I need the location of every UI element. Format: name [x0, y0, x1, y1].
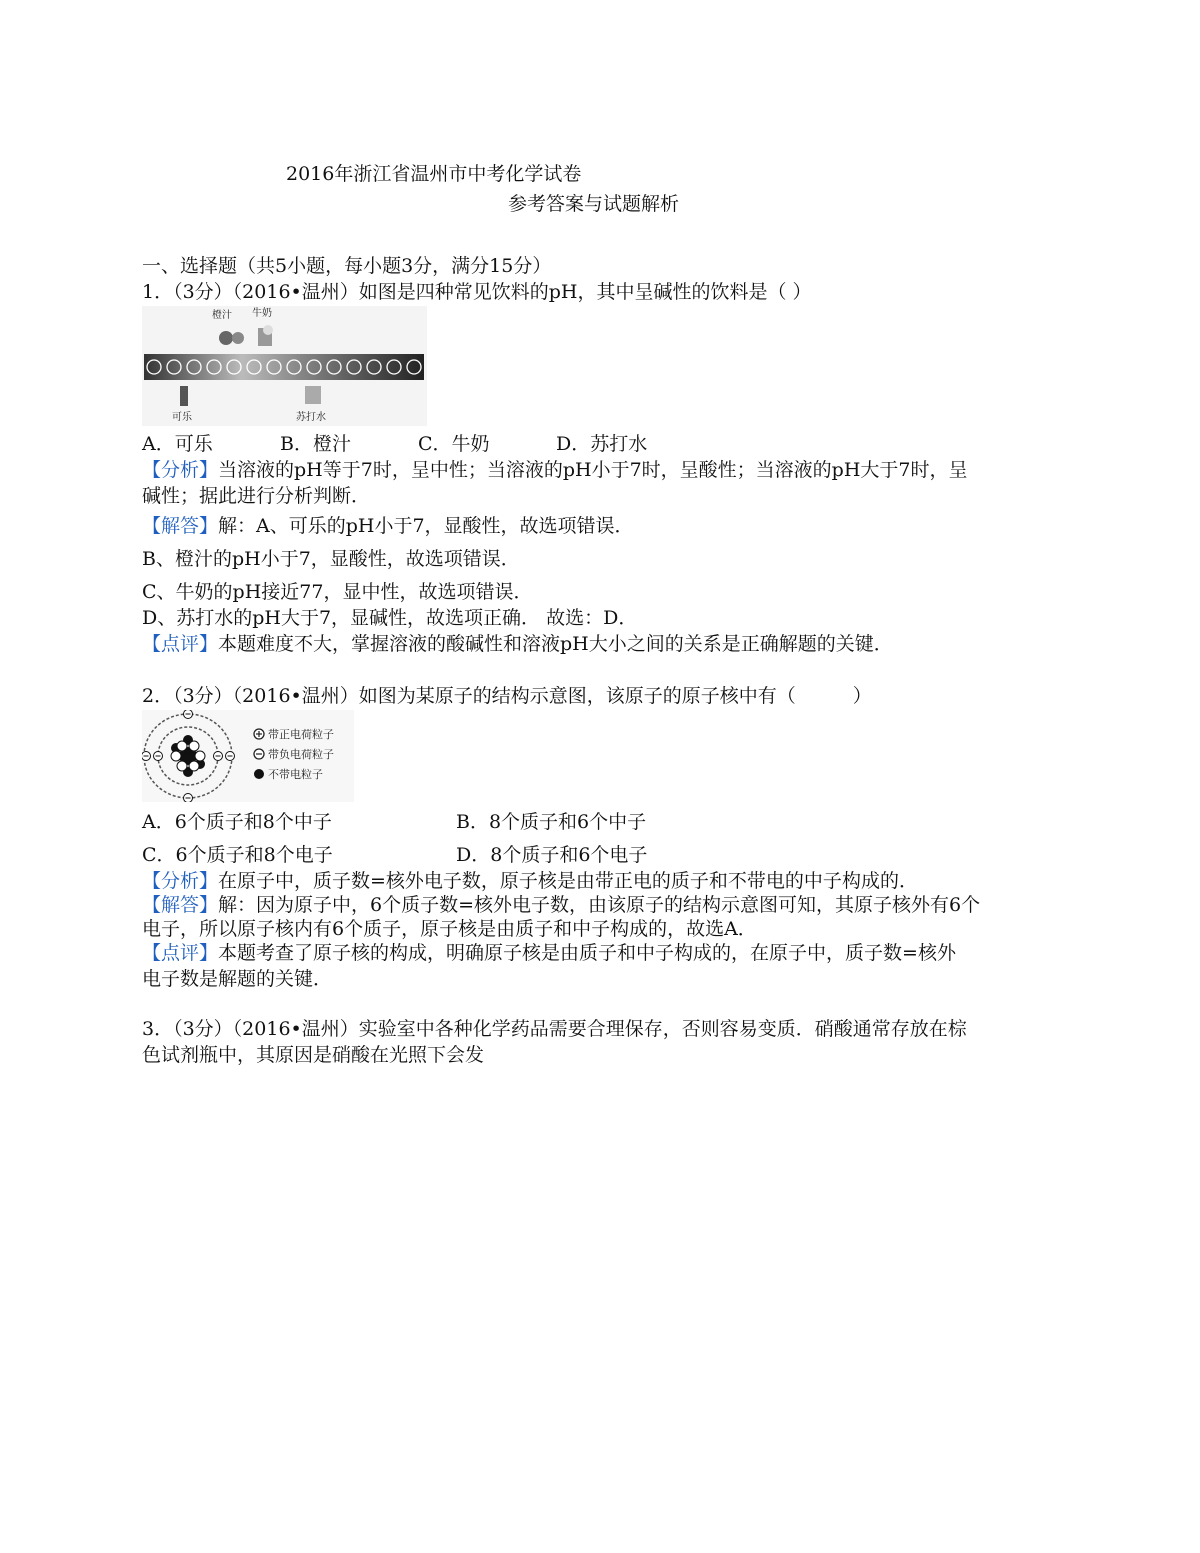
q1-ph-figure [142, 306, 427, 426]
comment-tag: 【点评】 [142, 942, 219, 964]
analysis-tag: 【分析】 [142, 459, 219, 481]
proton [177, 741, 187, 751]
milk-icon [258, 325, 273, 346]
q1-analysis-line-1 [142, 458, 967, 482]
q1-answer-line-4: D、苏打水的pH大于7，显碱性，故选项正确． 故选：D． [142, 607, 638, 629]
q2-analysis-text: 在原子中，质子数=核外电子数，原子核是由带正电的质子和不带电的中子构成的． [218, 870, 918, 892]
comment-tag: 【点评】 [142, 633, 219, 655]
cola-label: 可乐 [172, 412, 192, 423]
q2-answer-line-1 [142, 893, 980, 917]
q1-option-a: A．可乐 [142, 433, 213, 455]
q1-comment-text: 本题难度不大，掌握溶液的酸碱性和溶液pH大小之间的关系是正确解题的关键． [218, 633, 893, 655]
analysis-tag: 【分析】 [142, 870, 219, 892]
legend-negative: 带负电荷粒子 [268, 748, 334, 761]
q2-option-b: B．8个质子和6个中子 [456, 811, 647, 833]
answer-tag: 【解答】 [142, 515, 219, 537]
q1-stem: 1．（3分）（2016•温州）如图是四种常见饮料的pH，其中呈碱性的饮料是（ ） [142, 281, 812, 303]
legend-positive: 带正电荷粒子 [268, 728, 334, 741]
answer-tag: 【解答】 [142, 894, 219, 916]
proton [171, 751, 181, 761]
q2-option-a: A．6个质子和8个中子 [142, 811, 332, 833]
milk-label: 牛奶 [252, 308, 272, 319]
q2-answer-line-2: 电子，所以原子核内有6个质子，原子核是由质子和中子构成的，故选A． [142, 918, 757, 940]
q3-stem-line-2: 色试剂瓶中，其原因是硝酸在光照下会发 [142, 1044, 485, 1066]
proton [189, 741, 199, 751]
q2-comment-text-1: 本题考查了原子核的构成，明确原子核是由质子和中子构成的，在原子中，质子数=核外 [218, 942, 956, 964]
q1-answer-line-3: C、牛奶的pH接近77，显中性，故选项错误． [142, 581, 533, 603]
q2-comment-line-1 [142, 941, 956, 965]
q1-answer-line-1 [142, 514, 634, 538]
neutral-particle-icon [254, 769, 264, 779]
q2-atom-figure [142, 710, 354, 802]
cola-icon [180, 386, 188, 406]
q1-option-d: D．苏打水 [556, 433, 648, 455]
soda-water-icon [305, 386, 321, 404]
q1-option-b: B．橙汁 [280, 433, 351, 455]
proton [195, 751, 205, 761]
document-subtitle: 参考答案与试题解析 [508, 193, 680, 215]
q1-comment-line [142, 632, 893, 656]
q2-stem: 2．（3分）（2016•温州）如图为某原子的结构示意图，该原子的原子核中有（ ） [142, 685, 872, 707]
orange-juice-label: 橙汁 [212, 310, 232, 321]
q2-option-d: D．8个质子和6个电子 [456, 844, 648, 866]
soda-water-label: 苏打水 [296, 412, 326, 423]
ph-scale-bar [144, 354, 424, 380]
q1-answer-text-1: 解：A、可乐的pH小于7，显酸性，故选项错误． [218, 515, 634, 537]
q2-comment-line-2: 电子数是解题的关键． [142, 968, 333, 990]
q1-analysis-line-2: 碱性；据此进行分析判断． [142, 485, 371, 507]
proton [177, 761, 187, 771]
document-title: 2016年浙江省温州市中考化学试卷 [286, 163, 582, 185]
q1-answer-line-2: B、橙汁的pH小于7，显酸性，故选项错误． [142, 548, 520, 570]
q1-analysis-text-1: 当溶液的pH等于7时，呈中性；当溶液的pH小于7时，呈酸性；当溶液的pH大于7时，呈 [218, 459, 968, 481]
q3-stem-line-1: 3．（3分）（2016•温州）实验室中各种化学药品需要合理保存，否则容易变质．硝酸通常存放在棕 [142, 1018, 967, 1040]
q1-option-c: C．牛奶 [418, 433, 490, 455]
q2-option-c: C．6个质子和8个电子 [142, 844, 333, 866]
proton [189, 761, 199, 771]
legend-neutral: 不带电粒子 [268, 768, 323, 781]
section-heading: 一、选择题（共5小题，每小题3分，满分15分） [142, 255, 552, 277]
q2-analysis-line [142, 869, 918, 893]
q2-answer-text-1: 解：因为原子中，6个质子数=核外电子数，由该原子的结构示意图可知，其原子核外有6个 [218, 894, 981, 916]
